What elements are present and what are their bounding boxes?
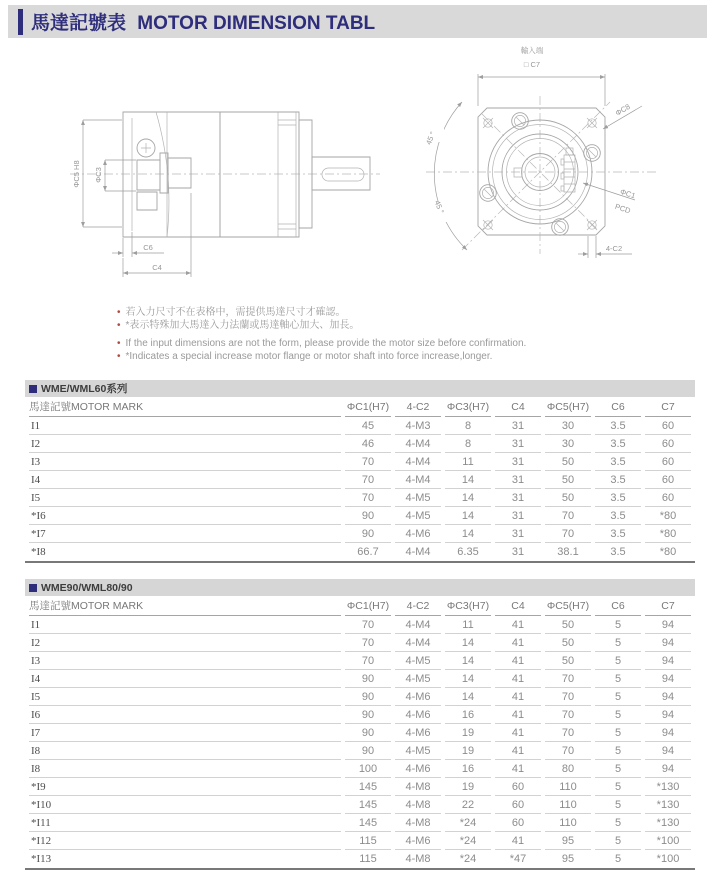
dimension-cell: 4-M6	[395, 724, 441, 742]
dimension-cell: 70	[545, 507, 591, 525]
dimension-cell: 90	[345, 670, 391, 688]
table-wme-wml60	[25, 380, 695, 563]
dimension-cell: 4-M4	[395, 435, 441, 453]
dimension-cell: 41	[495, 634, 541, 652]
bullet-icon: •	[117, 320, 121, 331]
dimension-cell: 41	[495, 832, 541, 850]
dimension-cell: 4-M8	[395, 814, 441, 832]
label-pcd: PCD	[613, 201, 632, 216]
column-header: C6	[595, 397, 641, 417]
dimension-cell: 70	[345, 489, 391, 507]
dimension-cell: 110	[545, 778, 591, 796]
section-title: WME/WML60系列	[41, 383, 128, 395]
dimension-cell: 145	[345, 814, 391, 832]
dimension-cell: 70	[545, 688, 591, 706]
column-header: ΦC3(H7)	[445, 397, 491, 417]
table-row	[29, 417, 691, 435]
dimension-cell: 94	[645, 688, 691, 706]
dimension-cell: 4-M4	[395, 634, 441, 652]
note-text: *Indicates a special increase motor flange or motor shaft into force increase,longer.	[125, 351, 493, 362]
angle-label-bottom: 45 °	[432, 199, 447, 215]
table-row	[29, 706, 691, 724]
table-row	[29, 525, 691, 543]
gearbox-outline	[123, 112, 220, 237]
dimension-cell: *80	[645, 507, 691, 525]
dimension-cell: 115	[345, 832, 391, 850]
terminal-block	[561, 148, 575, 192]
dimension-cell: 3.5	[595, 471, 641, 489]
c3-extension-lines	[105, 160, 136, 191]
motor-mark-cell: I6	[29, 706, 341, 724]
dimension-cell: 8	[445, 435, 491, 453]
dimension-cell: 5	[595, 724, 641, 742]
dimension-cell: 145	[345, 778, 391, 796]
dimension-cell: 31	[495, 489, 541, 507]
dimension-cell: 94	[645, 652, 691, 670]
dimension-cell: 4-M6	[395, 706, 441, 724]
dimension-tables	[25, 380, 695, 870]
dimension-cell: 11	[445, 453, 491, 471]
section-header	[25, 579, 695, 596]
dimension-cell: 50	[545, 471, 591, 489]
column-header: ΦC1(H7)	[345, 397, 391, 417]
dimension-cell: *130	[645, 796, 691, 814]
dimension-cell: 4-M5	[395, 742, 441, 760]
dimension-cell: 60	[645, 435, 691, 453]
dimension-cell: *100	[645, 832, 691, 850]
dimension-cell: 4-M5	[395, 507, 441, 525]
header-row	[29, 596, 691, 616]
table-row	[29, 489, 691, 507]
dimension-cell: 31	[495, 453, 541, 471]
dimension-cell: *24	[459, 853, 477, 865]
table-row	[29, 634, 691, 652]
dimension-cell: 11	[445, 616, 491, 634]
table-row	[29, 670, 691, 688]
dimension-cell: 110	[545, 814, 591, 832]
dimension-cell: 70	[545, 724, 591, 742]
motor-side-view-drawing	[60, 80, 390, 280]
dimension-cell: 70	[545, 742, 591, 760]
section-marker-icon	[29, 584, 37, 592]
dimension-cell: 41	[495, 706, 541, 724]
motor-mark-cell: I5	[29, 688, 341, 706]
dimension-cell: 94	[645, 706, 691, 724]
dim-label-c7: □ C7	[523, 60, 541, 69]
motor-mark-cell: I7	[29, 724, 341, 742]
dimension-table	[25, 397, 695, 561]
dimension-cell: 94	[645, 634, 691, 652]
motor-mark-cell: *I13	[31, 853, 52, 865]
motor-mark-cell: I8	[29, 742, 341, 760]
dimension-cell: 4-M5	[395, 652, 441, 670]
dimension-cell: 5	[595, 688, 641, 706]
dimension-cell: 60	[645, 471, 691, 489]
dimension-cell: 90	[345, 742, 391, 760]
table-row	[29, 724, 691, 742]
column-header: C4	[495, 397, 541, 417]
dimension-cell: 60	[495, 778, 541, 796]
dimension-cell: 41	[495, 724, 541, 742]
motor-front-view-drawing	[420, 40, 715, 265]
table-row	[29, 814, 691, 832]
table-row	[29, 453, 691, 471]
dimension-cell: 38.1	[557, 546, 579, 558]
dimension-cell: 70	[345, 652, 391, 670]
column-header: ΦC5(H7)	[545, 596, 591, 616]
dimension-cell: 94	[645, 670, 691, 688]
dimension-cell: 30	[545, 435, 591, 453]
dimension-cell: *24	[445, 814, 491, 832]
motor-mark-cell: I2	[29, 634, 341, 652]
motor-mark-cell: *I12	[29, 832, 341, 850]
dimension-cell: 4-M6	[395, 760, 441, 778]
dimension-cell: 95	[561, 853, 575, 865]
dim-label-c1: ΦC1	[618, 186, 637, 201]
notes-section	[117, 306, 597, 363]
coupling-bolt-cross	[141, 143, 151, 153]
dimension-cell: 70	[545, 525, 591, 543]
note-line	[117, 337, 597, 350]
page-title	[31, 8, 375, 35]
dimension-cell: 5	[595, 814, 641, 832]
table-row	[29, 471, 691, 489]
dimension-cell: 4-M8	[395, 796, 441, 814]
section-title: WME90/WML80/90	[41, 581, 133, 594]
note-line	[117, 306, 597, 319]
dimension-cell: 5	[595, 634, 641, 652]
dimension-cell: 94	[645, 760, 691, 778]
dimension-cell: 30	[545, 417, 591, 435]
motor-mark-cell: *I8	[31, 546, 46, 558]
dimension-cell: 90	[345, 525, 391, 543]
table-row	[29, 778, 691, 796]
dimension-cell: 19	[445, 778, 491, 796]
page-title-zh: 馬達記號表	[31, 13, 127, 34]
dimension-cell: *100	[656, 853, 680, 865]
motor-mark-cell: *I11	[29, 814, 341, 832]
dim-label-c4: C4	[152, 263, 162, 272]
column-header: ΦC3(H7)	[445, 596, 491, 616]
dimension-cell: 90	[345, 688, 391, 706]
dim-label-c3: ΦC3	[94, 167, 103, 183]
motor-mark-cell: I1	[29, 417, 341, 435]
bullet-icon: •	[117, 307, 121, 318]
dimension-cell: *47	[509, 853, 527, 865]
bullet-icon: •	[117, 351, 121, 362]
motor-endcap-lines	[278, 112, 296, 237]
coupling-hub	[137, 160, 160, 190]
dimension-cell: 3.5	[595, 507, 641, 525]
dimension-cell: 4-M3	[395, 417, 441, 435]
dimension-cell: 5	[595, 742, 641, 760]
dimension-cell: 4-M8	[405, 853, 431, 865]
dimension-cell: 100	[345, 760, 391, 778]
column-header: ΦC5(H7)	[545, 397, 591, 417]
dimension-cell: *130	[645, 814, 691, 832]
dimension-cell: 4-M6	[395, 525, 441, 543]
dimension-cell: 66.7	[357, 546, 379, 558]
dimension-cell: 8	[445, 417, 491, 435]
bore-keyway	[514, 168, 522, 177]
dimension-cell: 50	[545, 453, 591, 471]
dimension-cell: 14	[445, 507, 491, 525]
dimension-cell: 4-M8	[395, 778, 441, 796]
dimension-cell: 14	[445, 525, 491, 543]
dimension-cell: 3.5	[595, 435, 641, 453]
dimension-cell: 16	[445, 706, 491, 724]
dimension-cell: 60	[645, 489, 691, 507]
title-accent-bar	[18, 9, 23, 35]
motor-mark-cell: I3	[29, 652, 341, 670]
table-row	[29, 688, 691, 706]
dimension-cell: *80	[645, 525, 691, 543]
dimension-cell: 3.5	[595, 525, 641, 543]
dimension-cell: 50	[545, 489, 591, 507]
table-row	[29, 832, 691, 850]
section-header	[25, 380, 695, 397]
dimension-cell: 60	[645, 453, 691, 471]
page-title-bar	[8, 5, 707, 38]
column-header: C7	[645, 596, 691, 616]
dimension-cell: 41	[495, 616, 541, 634]
dimension-cell: 5	[595, 832, 641, 850]
dimension-table	[25, 596, 695, 868]
dimension-cell: 90	[345, 706, 391, 724]
dimension-cell: 60	[495, 796, 541, 814]
column-header: C4	[495, 596, 541, 616]
dimension-cell: 5	[595, 616, 641, 634]
dimension-cell: 19	[445, 742, 491, 760]
dimension-cell: 4-M4	[395, 453, 441, 471]
dim-label-c5: ΦC5 H8	[72, 160, 81, 188]
column-header: ΦC1(H7)	[345, 596, 391, 616]
table-row	[29, 760, 691, 778]
dimension-cell: 50	[545, 652, 591, 670]
motor-mark-cell: I1	[29, 616, 341, 634]
dimension-cell: 115	[359, 853, 377, 865]
dimension-cell: 4-M4	[395, 616, 441, 634]
coupling-clamp	[137, 192, 157, 210]
dimension-cell: 145	[345, 796, 391, 814]
dimension-cell: 94	[645, 742, 691, 760]
motor-mark-cell: *I7	[29, 525, 341, 543]
dimension-cell: 31	[495, 471, 541, 489]
dimension-cell: 4-M5	[395, 670, 441, 688]
dimension-cell: 50	[545, 634, 591, 652]
dimension-cell: 5	[595, 670, 641, 688]
dimension-cell: 31	[495, 435, 541, 453]
table-row	[29, 616, 691, 634]
dimension-cell: 41	[495, 688, 541, 706]
dimension-cell: 60	[495, 814, 541, 832]
dimension-cell: 70	[345, 616, 391, 634]
flange-square	[478, 108, 605, 235]
note-line	[117, 319, 597, 332]
table-row	[29, 796, 691, 814]
dimension-cell: 90	[345, 724, 391, 742]
motor-mark-cell: I8	[29, 760, 341, 778]
column-header: 馬達記號MOTOR MARK	[29, 397, 341, 417]
dimension-cell: 3.5	[595, 489, 641, 507]
dimension-cell: 94	[645, 616, 691, 634]
dimension-cell: 5	[595, 778, 641, 796]
header-row	[29, 397, 691, 417]
dimension-cell: 41	[495, 742, 541, 760]
dimension-cell: 95	[545, 832, 591, 850]
column-header: 4-C2	[395, 596, 441, 616]
angle-label-top: 45 °	[423, 130, 438, 146]
motor-mark-cell: *I10	[29, 796, 341, 814]
dimension-cell: 14	[445, 489, 491, 507]
page-title-en: MOTOR DIMENSION TABL	[137, 13, 376, 34]
dimension-cell: 5	[595, 760, 641, 778]
dimension-cell: 14	[445, 688, 491, 706]
dimension-cell: 19	[445, 724, 491, 742]
dimension-cell: 5	[614, 853, 622, 865]
dimension-cell: 70	[345, 453, 391, 471]
table-row	[29, 742, 691, 760]
column-header: 馬達記號MOTOR MARK	[29, 596, 341, 616]
motor-mark-cell: I4	[29, 471, 341, 489]
dimension-cell: 14	[445, 471, 491, 489]
c2-extension-lines	[588, 236, 596, 258]
dimension-cell: 4-M4	[405, 546, 431, 558]
table-row	[29, 652, 691, 670]
dimension-cell: 31	[495, 525, 541, 543]
c7-extension-lines	[478, 74, 605, 106]
dimension-cell: 22	[445, 796, 491, 814]
dimension-cell: 110	[545, 796, 591, 814]
dimension-cell: 14	[445, 634, 491, 652]
table-row	[29, 435, 691, 453]
label-input-end: 輸入端	[520, 46, 544, 55]
dimension-cell: 41	[495, 760, 541, 778]
dim-label-c8: ΦC8	[613, 101, 632, 118]
table-row	[29, 543, 691, 561]
dimension-cell: 70	[545, 670, 591, 688]
bullet-icon: •	[117, 338, 121, 349]
shaft-keyway-slot	[322, 168, 364, 181]
input-shaft-stub	[168, 158, 191, 188]
dimension-cell: 31	[495, 507, 541, 525]
motor-body-outline	[220, 112, 299, 237]
dimension-cell: 14	[445, 652, 491, 670]
column-header: 4-C2	[395, 397, 441, 417]
dimension-cell: *24	[445, 832, 491, 850]
dim-label-4c2: 4-C2	[605, 244, 623, 253]
dimension-cell: 60	[645, 417, 691, 435]
note-line	[117, 350, 597, 363]
dimension-cell: 3.5	[610, 546, 626, 558]
dimension-cell: 4-M5	[395, 489, 441, 507]
dimension-cell: 45	[345, 417, 391, 435]
dimension-cell: 4-M6	[395, 688, 441, 706]
note-text: 若入力尺寸不在表格中，需提供馬達尺寸才確認。	[125, 307, 346, 318]
dimension-cell: 41	[495, 670, 541, 688]
dimension-cell: 70	[345, 471, 391, 489]
dimension-cell: 3.5	[595, 417, 641, 435]
dimension-cell: 50	[545, 616, 591, 634]
dimension-cell: 5	[595, 652, 641, 670]
dimension-cell: 31	[495, 417, 541, 435]
dimension-cell: 4-M4	[395, 471, 441, 489]
column-header: C7	[645, 397, 691, 417]
dimension-cell: *130	[645, 778, 691, 796]
dimension-cell: 90	[345, 507, 391, 525]
dimension-cell: 4-M6	[395, 832, 441, 850]
dimension-cell: 46	[345, 435, 391, 453]
motor-endcap-dashes	[278, 120, 296, 229]
dimension-cell: 3.5	[595, 453, 641, 471]
dimension-cell: 94	[645, 724, 691, 742]
dimension-cell: 70	[545, 706, 591, 724]
motor-mark-cell: I2	[29, 435, 341, 453]
motor-mark-cell: *I9	[29, 778, 341, 796]
dimension-cell: 41	[495, 652, 541, 670]
note-text: If the input dimensions are not the form, please provide the motor size before confirmation.	[125, 338, 527, 349]
section-marker-icon	[29, 385, 37, 393]
motor-mark-cell: I5	[29, 489, 341, 507]
dimension-cell: *80	[659, 546, 677, 558]
table-row	[29, 507, 691, 525]
motor-shaft	[312, 157, 370, 190]
dimension-cell: 31	[511, 546, 525, 558]
dimension-cell: 14	[445, 670, 491, 688]
motor-mark-cell: I3	[29, 453, 341, 471]
table-row	[29, 850, 691, 868]
note-text: *表示特殊加大馬達入力法蘭或馬達軸心加大、加長。	[125, 320, 360, 331]
dimension-cell: 6.35	[457, 546, 479, 558]
dim-label-c6: C6	[143, 243, 153, 252]
dimension-cell: 16	[445, 760, 491, 778]
column-header: C6	[595, 596, 641, 616]
c6-extension-lines	[123, 232, 132, 257]
dimension-cell: 70	[345, 634, 391, 652]
motor-mark-cell: I4	[29, 670, 341, 688]
dimension-cell: 80	[545, 760, 591, 778]
dimension-cell: 5	[595, 796, 641, 814]
dimension-cell: 5	[595, 706, 641, 724]
motor-mark-cell: *I6	[29, 507, 341, 525]
table-wme90-wml80-90	[25, 579, 695, 870]
